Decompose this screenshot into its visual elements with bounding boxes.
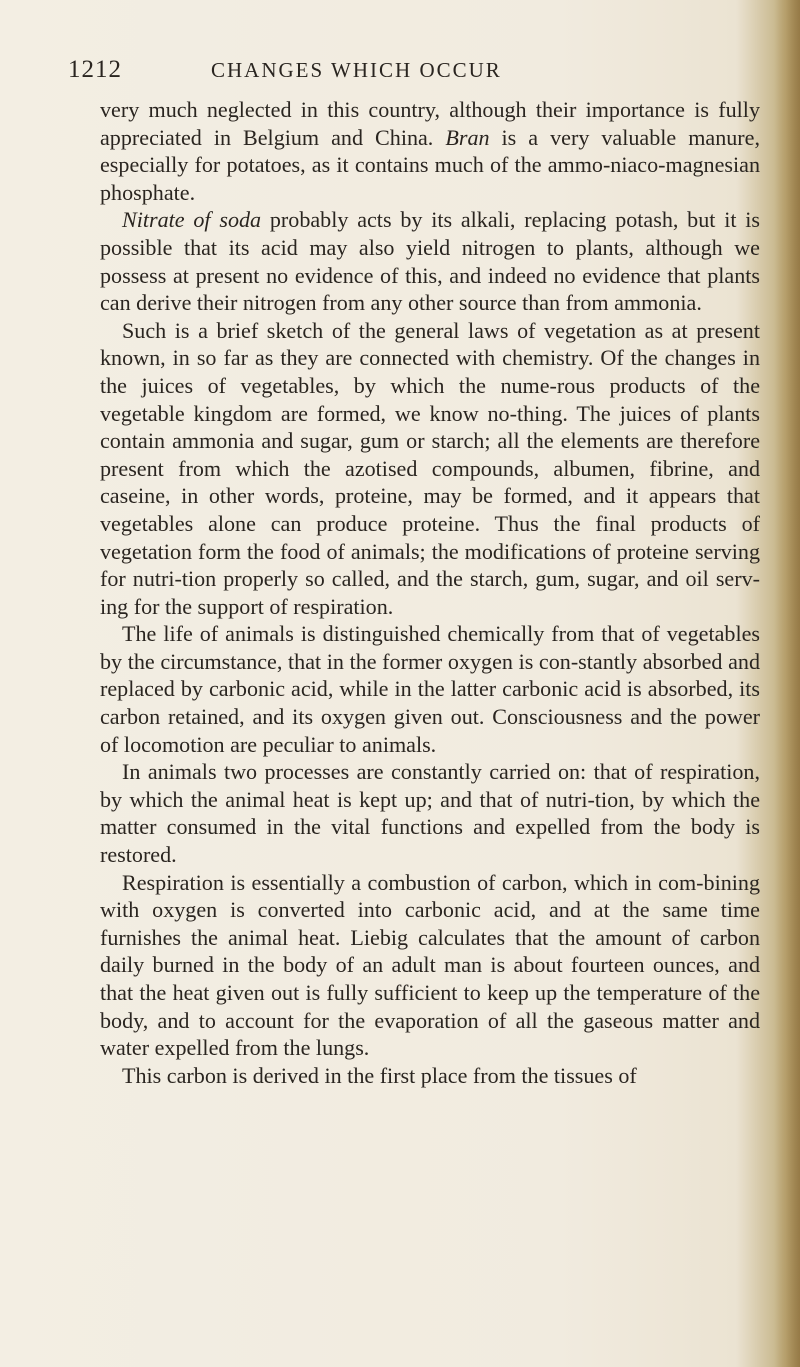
- paragraph: Such is a brief sketch of the general laws of vegetation as at present known, in so far as they are connected with chemistry. Of the changes in the juices of vegetables, by which the nume-rous products of the vegetable kingdom are formed, we know no-thing. The juices of plants contain ammonia and sugar, gum or starch; all the elements are therefore present from which the azotised compounds, albumen, fibrine, and caseine, in other words, proteine, may be formed, and it appears that vegetables alone can produce proteine. Thus the final products of vegetation form the food of animals; the modifications of proteine serving for nutri-tion properly so called, and the starch, gum, sugar, and oil serv-ing for the support of respiration.: [100, 317, 760, 619]
- paragraph: very much neglected in this country, although their importance is fully appreciated in Belgium and China. Bran is a very valuable manure, especially for potatoes, as it contains much of the ammo-niaco-magnesian phosphate.: [100, 97, 760, 205]
- page-number: 1212: [68, 56, 122, 83]
- page-header: [0, 56, 800, 86]
- body-text: [100, 96, 760, 1089]
- paragraph: The life of animals is distinguished chemically from that of vegetables by the circumstance, that in the former oxygen is con-stantly absorbed and replaced by carbonic acid, while in the latter carbonic acid is absorbed, its carbon retained, and its oxygen given out. Consciousness and the power of locomotion are peculiar to animals.: [100, 621, 760, 757]
- paragraph: This carbon is derived in the first place from the tissues of: [122, 1062, 637, 1088]
- paragraph: Nitrate of soda probably acts by its alkali, replacing potash, but it is possible that its acid may also yield nitrogen to plants, although we possess at present no evidence of this, and indeed no evidence that plants can derive their nitrogen from any other source than from ammonia.: [100, 207, 760, 316]
- paragraph: In animals two processes are constantly carried on: that of respiration, by which the animal heat is kept up; and that of nutri-tion, by which the matter consumed in the vital functions and expelled from the body is restored.: [100, 759, 760, 868]
- page-edge-shadow: [774, 0, 800, 1367]
- running-head: CHANGES WHICH OCCUR: [211, 58, 502, 82]
- paragraph: Respiration is essentially a combustion of carbon, which in com-bining with oxygen is converted into carbonic acid, and at the same time furnishes the animal heat. Liebig calculates that the amount of carbon daily burned in the body of an adult man is about fourteen ounces, and that the heat given out is fully sufficient to keep up the temperature of the body, and to account for the evaporation of all the gaseous matter and water expelled from the lungs.: [100, 869, 760, 1061]
